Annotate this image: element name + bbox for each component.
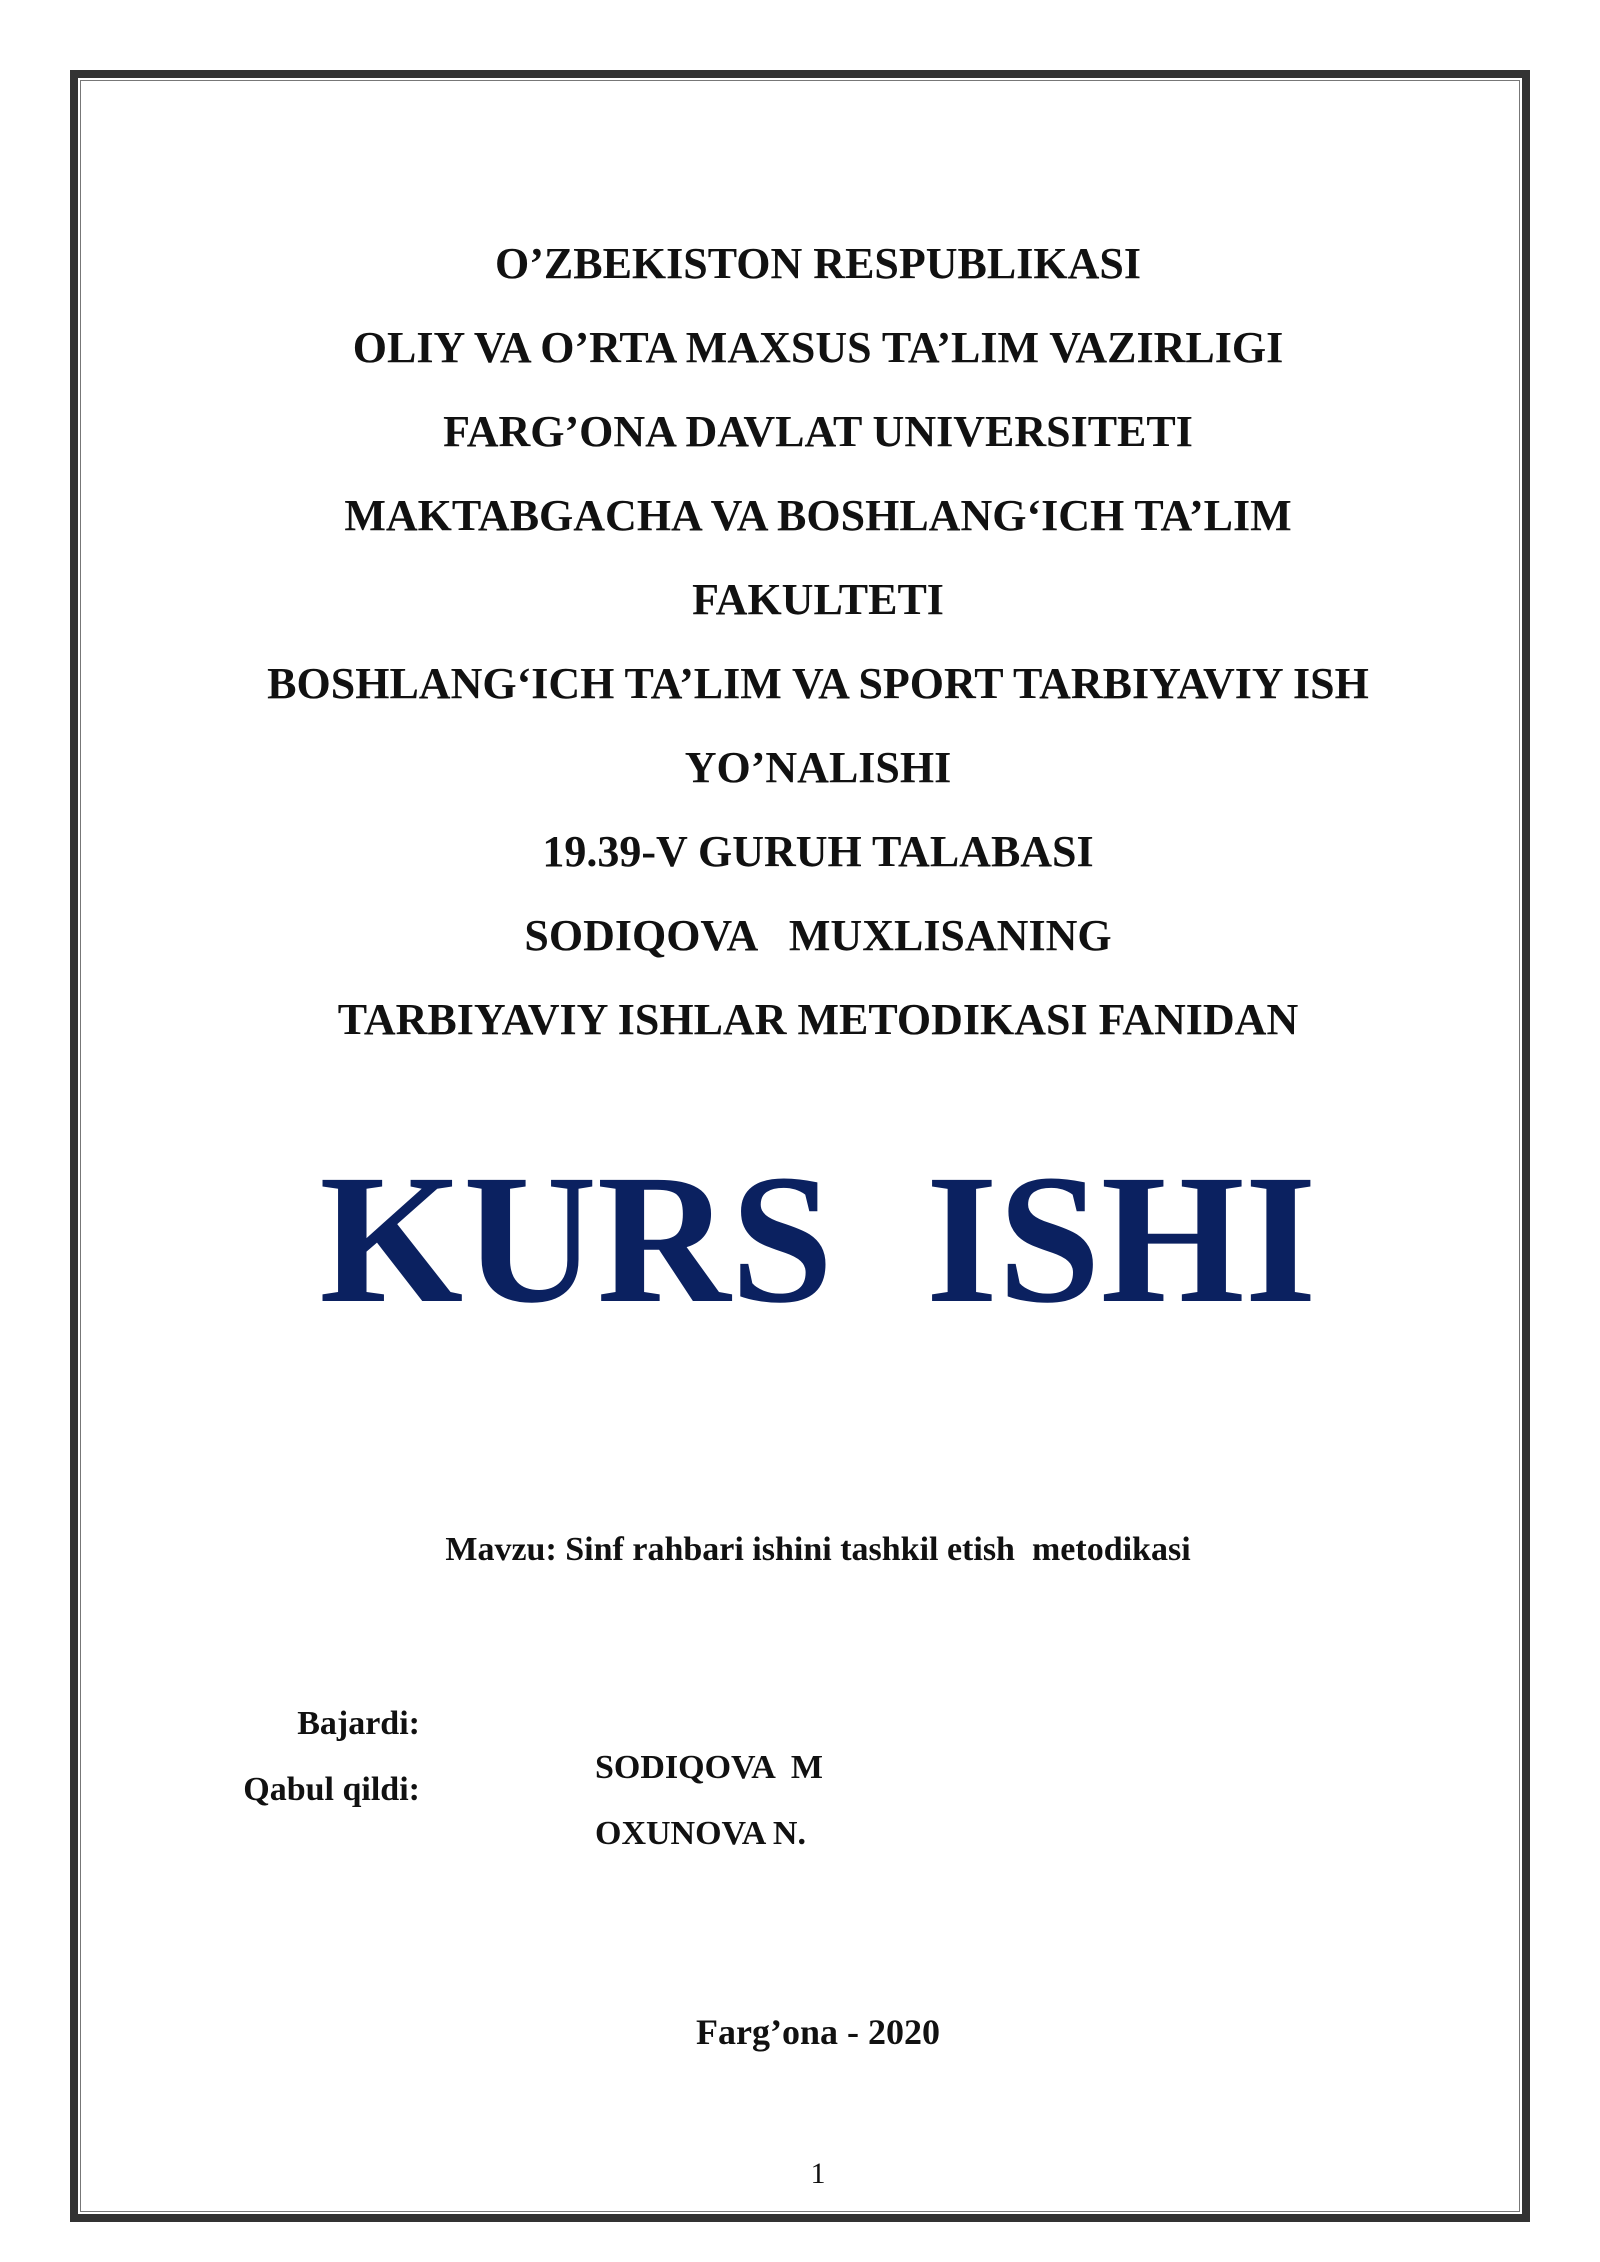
document-title: KURS ISHI [319,1137,1317,1342]
header-line-group: 19.39-V GURUH TALABASI [542,827,1094,876]
role-value-reviewer: OXUNOVA N. [595,1815,806,1852]
header-line-direction-cont: YO’NALISHI [684,743,952,792]
role-row-reviewer [0,1724,1600,1856]
header-line-direction: BOSHLANG‘ICH TA’LIM VA SPORT TARBIYAVIY ISH [267,659,1369,708]
role-label-reviewer: Qabul qildi: [243,1771,420,1808]
city-year: Farg’ona - 2020 [696,2012,940,2052]
header-line-subject: TARBIYAVIY ISHLAR METODIKASI FANIDAN [337,995,1299,1044]
header-line-university: FARG’ONA DAVLAT UNIVERSITETI [443,407,1193,456]
page-number: 1 [810,2157,826,2190]
header-line-faculty: MAKTABGACHA VA BOSHLANG‘ICH TA’LIM [344,491,1292,540]
header-line-student: SODIQOVA MUXLISANING [524,911,1112,960]
header-line-ministry: OLIY VA O’RTA MAXSUS TA’LIM VAZIRLIGI [352,323,1284,372]
role-label-performer: Bajardi: [297,1705,420,1742]
topic-line: Mavzu: Sinf rahbari ishini tashkil etish metodikasi [445,1531,1191,1568]
header-line-faculty-cont: FAKULTETI [692,575,944,624]
institution-header [0,222,1600,1062]
role-value-performer: SODIQOVA M [595,1749,823,1786]
header-line-country: O’ZBEKISTON RESPUBLIKASI [495,239,1141,288]
